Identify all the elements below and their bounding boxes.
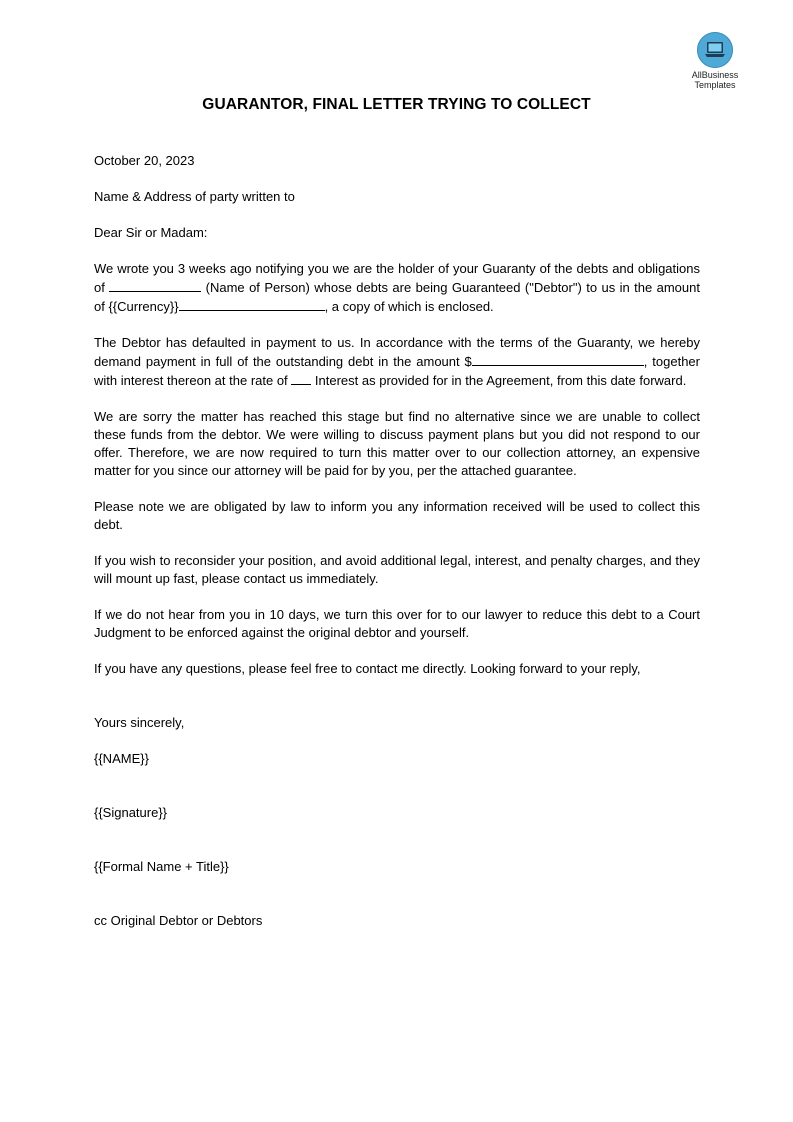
- logo-text-line2: Templates: [694, 80, 736, 90]
- paragraph-5: If you wish to reconsider your position, and avoid additional legal, interest, and penalty charges, and they will mount up fast, please contact us immediately.: [94, 553, 700, 586]
- paragraph-2: [94, 334, 700, 390]
- paragraph-4: Please note we are obligated by law to inform you any information received will be used to collect this debt.: [94, 499, 700, 532]
- cc-line: cc Original Debtor or Debtors: [94, 913, 263, 928]
- interest-rate-blank: [291, 371, 311, 385]
- paragraph-2-part-b: , together with interest thereon at the rate of: [94, 354, 700, 388]
- person-name-blank: [109, 278, 201, 292]
- currency-placeholder: {{Currency}}: [108, 299, 179, 314]
- name-placeholder: {{NAME}}: [94, 751, 149, 766]
- allbusiness-logo: [680, 32, 750, 90]
- salutation: Dear Sir or Madam:: [94, 225, 208, 240]
- document-title: GUARANTOR, FINAL LETTER TRYING TO COLLECT: [202, 96, 591, 113]
- closing: Yours sincerely,: [94, 715, 185, 730]
- amount-blank: [179, 297, 325, 311]
- paragraph-2-part-a: The Debtor has defaulted in payment to us. In accordance with the terms of the Guaranty, we hereby demand payment in full of the outstanding debt in the amount $: [94, 335, 700, 369]
- recipient-line: Name & Address of party written to: [94, 189, 295, 204]
- logo-text-line1: AllBusiness: [691, 70, 739, 80]
- letter-body: [94, 152, 700, 948]
- signature-placeholder: {{Signature}}: [94, 805, 168, 820]
- formal-name-placeholder: {{Formal Name + Title}}: [94, 859, 229, 874]
- letter-date: October 20, 2023: [94, 153, 195, 168]
- paragraph-1: [94, 260, 700, 316]
- paragraph-1-part-a: We wrote you 3 weeks ago notifying you we are the holder of your Guaranty of the debts and obligations of: [94, 261, 700, 295]
- laptop-icon: [697, 32, 733, 68]
- debt-amount-blank: [472, 352, 644, 366]
- paragraph-1-part-c: , a copy of which is enclosed.: [324, 299, 494, 314]
- paragraph-2-part-c: Interest as provided for in the Agreement, from this date forward.: [314, 373, 687, 388]
- logo-text: [680, 70, 750, 90]
- paragraph-1-part-b: (Name of Person) whose debts are being Guaranteed ("Debtor") to us in the amount of: [94, 280, 700, 314]
- paragraph-6: If we do not hear from you in 10 days, we turn this over for to our lawyer to reduce this debt to a Court Judgment to be enforced against the original debtor and yourself.: [94, 607, 700, 640]
- paragraph-7: If you have any questions, please feel free to contact me directly. Looking forward to your reply,: [94, 661, 641, 676]
- paragraph-3: We are sorry the matter has reached this stage but find no alternative since we are unable to collect these funds from the debtor. We were willing to discuss payment plans but you did not respond to our offer. Therefore, we are now required to turn this matter over to our collection attorney, an expensive matter for you since our attorney will be paid for by you, per the attached guarantee.: [94, 409, 700, 478]
